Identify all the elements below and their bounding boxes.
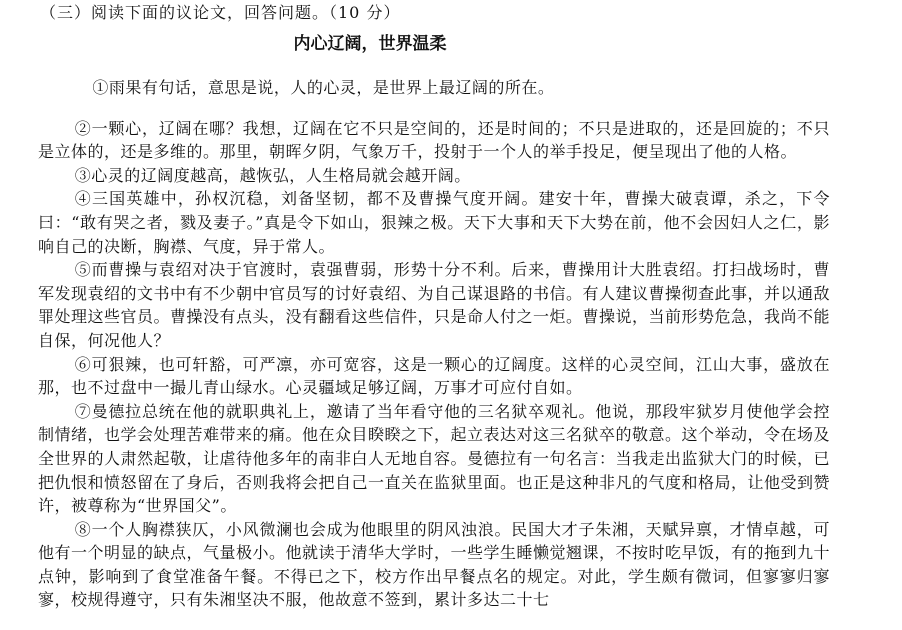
paragraph-3: ③心灵的辽阔度越高，越恢弘，人生格局就会越开阔。	[74, 165, 471, 185]
paragraph-2: ②一颗心，辽阔在哪？我想，辽阔在它不只是空间的，还是时间的；不只是进取的，还是回旋的；不只是立体的，还是多维的。那里，朝晖夕阴，气象万千，投射于一个人的举手投足，便呈现出了他的人格。	[38, 118, 830, 162]
paragraph-4: ④三国英雄中，孙权沉稳，刘备坚韧，都不及曹操气度开阔。建安十年，曹操大破袁谭，杀之，下令曰：“敢有哭之者，戮及妻子。”真是令下如山，狠辣之极。天下大事和天下大势在前，他不会因妇人之仁，影响自己的决断，胸襟、气度，异于常人。	[38, 189, 830, 256]
paragraph-6: ⑥可狠辣，也可轩豁，可严凛，亦可宽容，这是一颗心的辽阔度。这样的心灵空间，江山大事，盛放在那，也不过盘中一撮儿青山绿水。心灵疆域足够辽阔，万事才可应付自如。	[38, 354, 830, 398]
paragraph-1: ①雨果有句话，意思是说，人的心灵，是世界上最辽阔的所在。	[92, 78, 555, 97]
paragraph-5: ⑤而曹操与袁绍对决于官渡时，袁强曹弱，形势十分不利。后来，曹操用计大胜袁绍。打扫战场时，曹军发现袁绍的文书中有不少朝中官员写的讨好袁绍、为自己谋退路的书信。有人建议曹操彻查此事，并以通敌罪处理这些官员。曹操没有点头，没有翻看这些信件，只是命人付之一炬。曹操说，当前形势危急，我尚不能自保，何况他人？	[38, 260, 831, 350]
paragraph-8: ⑧一个人胸襟狭仄，小风微澜也会成为他眼里的阴风浊浪。民国大才子朱湘，天赋异禀，才情卓越，可他有一个明显的缺点，气量极小。他就读于清华大学时，一些学生睡懒觉翘课，不按时吃早饭，有的拖到九十点钟，影响到了食堂准备午餐。不得已之下，校方作出早餐点名的规定。对此，学生颇有微词，但寥寥归寥寥，校规得遵守，只有朱湘坚决不服，他故意不签到，累计多达二十七	[38, 519, 831, 610]
section-header: （三）阅读下面的议论文，回答问题。（10 分）	[40, 3, 401, 22]
paragraph-7: ⑦曼德拉总统在他的就职典礼上，邀请了当年看守他的三名狱卒观礼。他说，那段牢狱岁月使他学会控制情绪，也学会处理苦难带来的痛。他在众目睽睽之下，起立表达对这三名狱卒的敬意。这个举动，令在场及全世界的人肃然起敬，让虐待他多年的南非白人无地自容。曼德拉有一句名言：当我走出监狱大门的时候，已把仇恨和愤怒留在了身后，否则我将会把自己一直关在监狱里面。也正是这种非凡的气度和格局，让他受到赞许，被尊称为“世界国父”。	[38, 401, 831, 516]
essay-title: 内心辽阔，世界温柔	[293, 34, 447, 54]
essay-body	[38, 76, 830, 612]
